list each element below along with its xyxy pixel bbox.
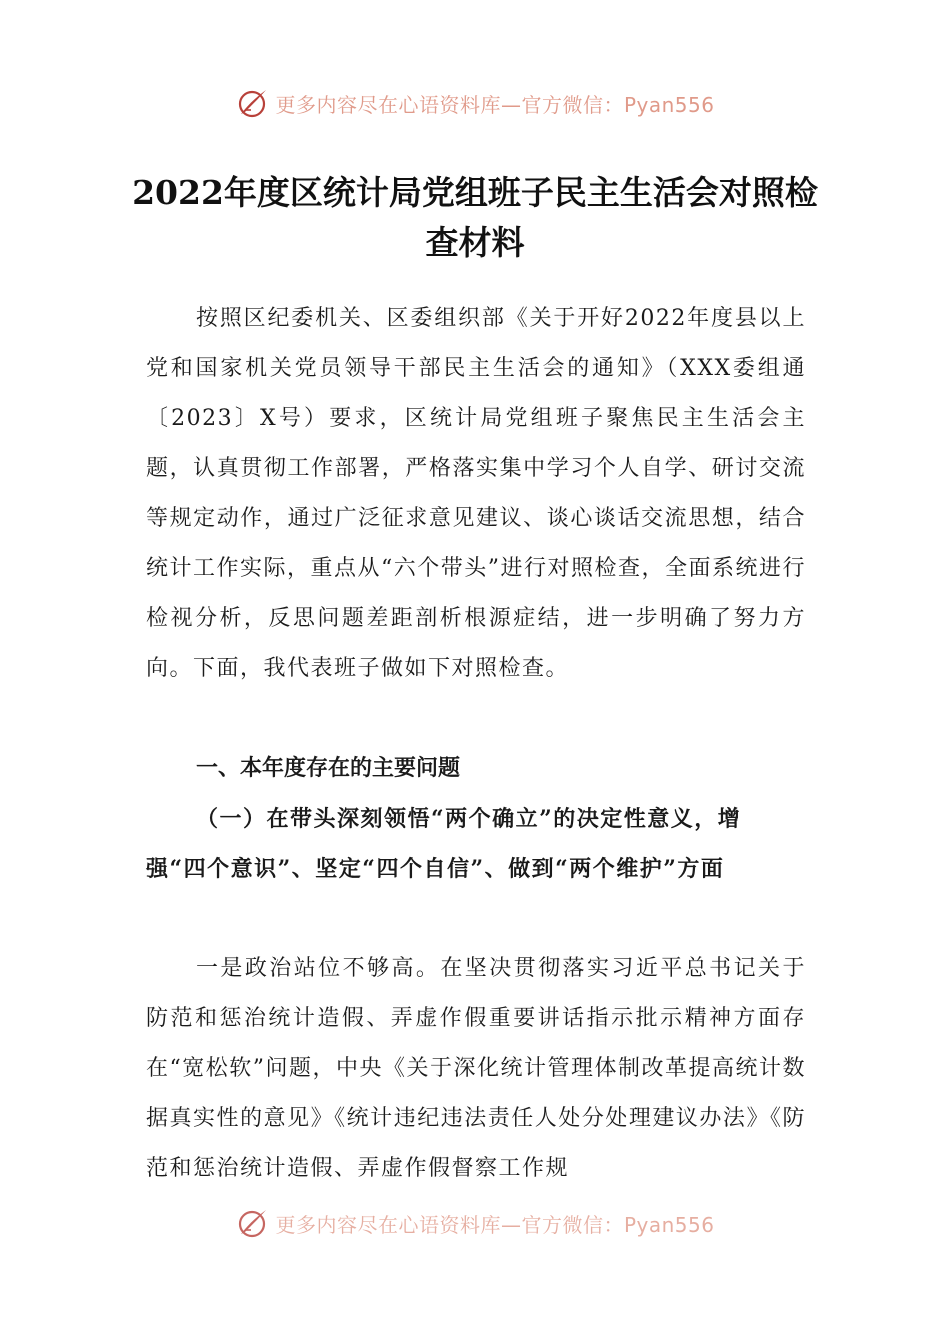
watermark-banner-bottom bbox=[0, 1206, 950, 1240]
subsection-heading-1: （一）在带头深刻领悟“两个确立”的决定性意义，增强“四个意识”、坚定“四个自信”、做到“两个维护”方面 bbox=[146, 806, 742, 882]
intro-paragraph: 按照区纪委机关、区委组织部《关于开好2022年度县以上党和国家机关党员领导干部民主生活会的通知》（XXX委组通〔2023〕X号）要求，区统计局党组班子聚焦民主生活会主题，认真贯彻工作部署，严格落实集中学习个人自学、研讨交流等规定动作，通过广泛征求意见建议、谈心谈话交流思想，结合统计工作实际，重点从“六个带头”进行对照检查，全面系统进行检视分析，反思问题差距剖析根源症结，进一步明确了努力方向。下面，我代表班子做如下对照检查。 bbox=[146, 306, 806, 681]
document-title: 2022年度区统计局党组班子民主生活会对照检查材料 bbox=[132, 173, 818, 262]
watermark-text: 更多内容尽在心语资料库—官方微信：Pyan556 bbox=[275, 92, 715, 117]
quill-circle-logo bbox=[235, 1206, 269, 1240]
watermark-banner-top bbox=[0, 86, 950, 120]
watermark-text: 更多内容尽在心语资料库—官方微信：Pyan556 bbox=[275, 1212, 715, 1237]
section-heading-1: 一、本年度存在的主要问题 bbox=[196, 756, 461, 781]
body-paragraph-1: 一是政治站位不够高。在坚决贯彻落实习近平总书记关于防范和惩治统计造假、弄虚作假重要讲话指示批示精神方面存在“宽松软”问题，中央《关于深化统计管理体制改革提高统计数据真实性的意见》《统计违纪违法责任人处分处理建议办法》《防范和惩治统计造假、弄虚作假督察工作规 bbox=[146, 956, 806, 1181]
quill-circle-logo bbox=[235, 86, 269, 120]
